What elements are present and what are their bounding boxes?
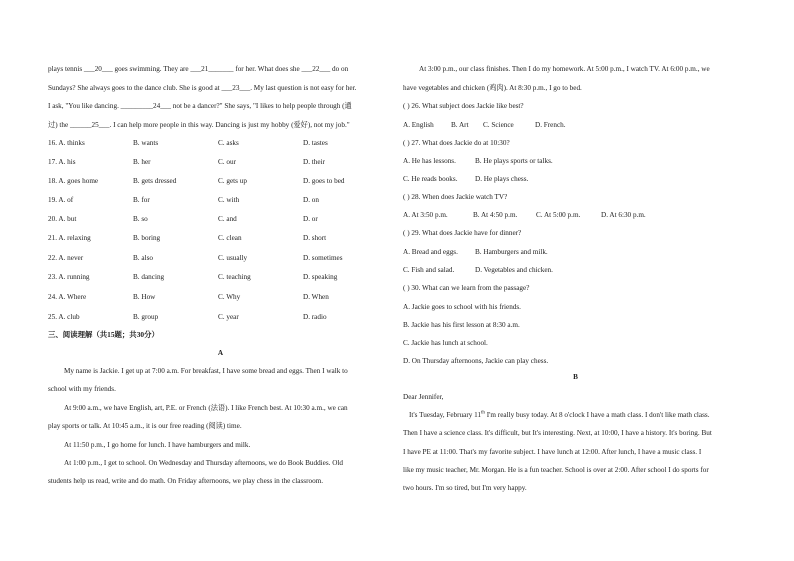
passage-a-line: students help us read, write and do math. On Friday afternoons, we play chess in the classroom. <box>48 477 324 485</box>
date-suffix: th <box>481 410 485 416</box>
passage-a-label: A <box>217 349 224 357</box>
option[interactable]: D. French. <box>535 121 566 129</box>
option[interactable]: A. Jackie goes to school with his friends. <box>403 303 521 311</box>
option[interactable]: A. Bread and eggs. <box>403 248 458 256</box>
option[interactable]: A. English <box>403 121 434 129</box>
option[interactable]: C. our <box>218 158 236 166</box>
option[interactable]: D. sometimes <box>303 254 343 262</box>
letter-line: I have PE at 11:00. That's my favorite subject. I have lunch at 12:00. After lunch, I have a music class. I <box>403 448 702 456</box>
option[interactable]: D. When <box>303 293 329 301</box>
option[interactable]: 18. A. goes home <box>48 177 99 185</box>
passage-line: plays tennis ___20___ goes swimming. They are ___21_______ for her. What does she ___22___ do on <box>48 65 349 73</box>
option[interactable]: C. At 5:00 p.m. <box>536 211 581 219</box>
passage-a-line: At 9:00 a.m., we have English, art, P.E. or French (法语). I like French best. At 10:30 a.m., we can <box>64 404 348 412</box>
question-28-stem: ( ) 28. When does Jackie watch TV? <box>403 193 508 201</box>
question-27-stem: ( ) 27. What does Jackie do at 10:30? <box>403 139 510 147</box>
passage-a-line: My name is Jackie. I get up at 7:00 a.m. For breakfast, I have some bread and eggs. Then I walk to <box>64 367 348 375</box>
option[interactable]: 24. A. Where <box>48 293 87 301</box>
letter-line-text: I'm really busy today. At 8 o'clock I have a math class. I don't like math class. <box>484 411 710 419</box>
option[interactable]: D. speaking <box>303 273 338 281</box>
option[interactable]: 17. A. his <box>48 158 76 166</box>
option[interactable]: D. or <box>303 215 318 223</box>
option[interactable]: B. How <box>133 293 156 301</box>
option[interactable]: B. her <box>133 158 151 166</box>
option[interactable]: D. On Thursday afternoons, Jackie can play chess. <box>403 357 549 365</box>
option[interactable]: A. At 3:50 p.m. <box>403 211 448 219</box>
option[interactable]: B. boring <box>133 234 161 242</box>
option[interactable]: B. so <box>133 215 148 223</box>
passage-a-line: have vegetables and chicken (鸡肉). At 8:30 p.m., I go to bed. <box>403 84 582 92</box>
passage-b-label: B <box>573 373 578 381</box>
passage-line: I ask, "You like dancing. _________24___ not be a dancer?" She says, "I likes to help people through (通 <box>48 102 352 110</box>
passage-a-line: At 1:00 p.m., I get to school. On Wednesday and Thursday afternoons, we do Book Buddies. Old <box>64 459 344 467</box>
option[interactable]: D. At 6:30 p.m. <box>601 211 646 219</box>
option[interactable]: B. wants <box>133 139 159 147</box>
letter-line <box>409 411 710 420</box>
option[interactable]: C. teaching <box>218 273 251 281</box>
option[interactable]: B. Hamburgers and milk. <box>475 248 548 256</box>
letter-line: Then I have a science class. It's difficult, but It's interesting. Next, at 10:00, I have a history. It's boring. But <box>403 429 712 437</box>
option[interactable]: 22. A. never <box>48 254 84 262</box>
option[interactable]: D. goes to bed <box>303 177 345 185</box>
option[interactable]: 23. A. running <box>48 273 90 281</box>
option[interactable]: B. Jackie has his first lesson at 8:30 a.m. <box>403 321 520 329</box>
passage-a-line: At 3:00 p.m., our class finishes. Then I do my homework. At 5:00 p.m., I watch TV. At 6:00 p.m., we <box>419 65 710 73</box>
letter-date-text: It's Tuesday, February 11 <box>409 411 482 419</box>
option[interactable]: 20. A. but <box>48 215 77 223</box>
question-29-stem: ( ) 29. What does Jackie have for dinner? <box>403 229 522 237</box>
option[interactable]: A. He has lessons. <box>403 157 456 165</box>
option[interactable]: C. gets up <box>218 177 247 185</box>
passage-a-line: play sports or talk. At 10:45 a.m., it is our free reading (阅读) time. <box>48 422 242 430</box>
passage-a-line: school with my friends. <box>48 385 116 393</box>
option[interactable]: D. Vegetables and chicken. <box>475 266 553 274</box>
option[interactable]: D. short <box>303 234 327 242</box>
option[interactable]: 21. A. relaxing <box>48 234 91 242</box>
option[interactable]: D. tastes <box>303 139 328 147</box>
option[interactable]: C. clean <box>218 234 242 242</box>
passage-line: Sundays? She always goes to the dance club. She is good at ___23___. My last question is not easy for her. <box>48 84 357 92</box>
passage-line: 过) the ______25___. I can help more people in this way. Dancing is just my hobby (爱好), not my job." <box>48 121 350 129</box>
option[interactable]: B. group <box>133 313 159 321</box>
option[interactable]: D. on <box>303 196 319 204</box>
option[interactable]: C. usually <box>218 254 248 262</box>
option[interactable]: C. asks <box>218 139 239 147</box>
letter-line: two hours. I'm so tired, but I'm very happy. <box>403 484 527 492</box>
option[interactable]: C. He reads books. <box>403 175 458 183</box>
option[interactable]: 25. A. club <box>48 313 80 321</box>
option[interactable]: D. He plays chess. <box>475 175 529 183</box>
section-heading: 三、阅读理解（共15题；共30分） <box>48 330 159 339</box>
option[interactable]: B. At 4:50 p.m. <box>473 211 518 219</box>
option[interactable]: B. for <box>133 196 150 204</box>
option[interactable]: B. also <box>133 254 153 262</box>
option[interactable]: C. Why <box>218 293 241 301</box>
option[interactable]: C. year <box>218 313 239 321</box>
option[interactable]: C. Fish and salad. <box>403 266 455 274</box>
letter-line: like my music teacher, Mr. Morgan. He is a fun teacher. School is over at 2:00. After school I do sports for <box>403 466 709 474</box>
option[interactable]: C. and <box>218 215 237 223</box>
letter-greeting: Dear Jennifer, <box>403 393 444 401</box>
option[interactable]: 16. A. thinks <box>48 139 85 147</box>
option[interactable]: D. radio <box>303 313 327 321</box>
option[interactable]: B. gets dressed <box>133 177 177 185</box>
option[interactable]: 19. A. of <box>48 196 74 204</box>
option[interactable]: B. Art <box>451 121 469 129</box>
passage-a-line: At 11:50 p.m., I go home for lunch. I have hamburgers and milk. <box>64 441 251 449</box>
option[interactable]: B. He plays sports or talks. <box>475 157 553 165</box>
option[interactable]: C. Science <box>483 121 514 129</box>
option[interactable]: B. dancing <box>133 273 165 281</box>
question-26-stem: ( ) 26. What subject does Jackie like best? <box>403 102 524 110</box>
option[interactable]: C. with <box>218 196 240 204</box>
question-30-stem: ( ) 30. What can we learn from the passage? <box>403 284 530 292</box>
option[interactable]: C. Jackie has lunch at school. <box>403 339 488 347</box>
option[interactable]: D. their <box>303 158 325 166</box>
